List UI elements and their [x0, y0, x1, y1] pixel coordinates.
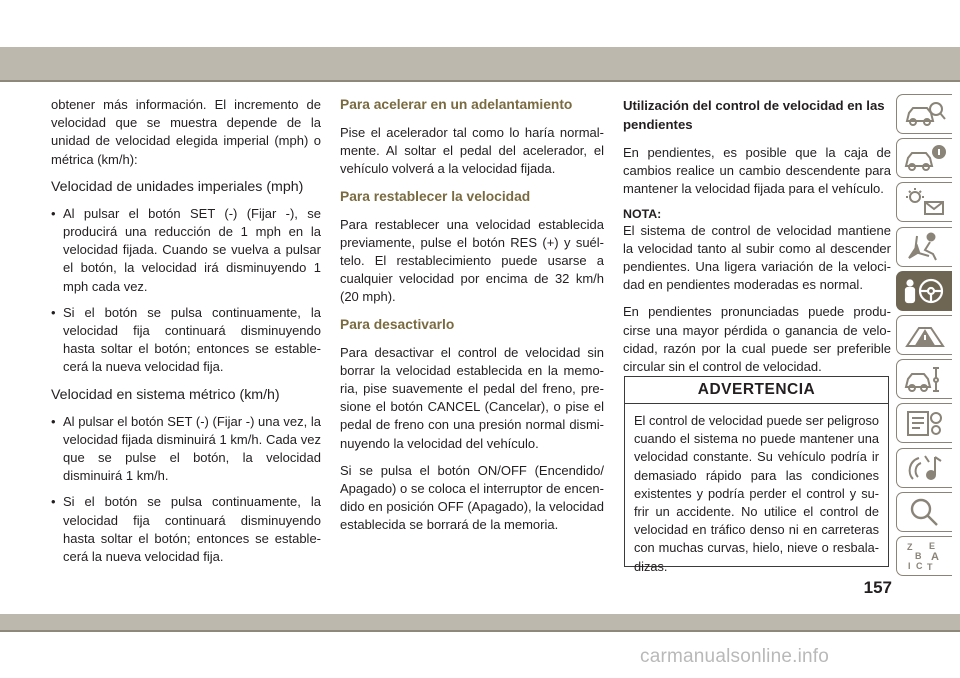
car-info-icon — [903, 143, 947, 173]
index-letter: I — [907, 560, 911, 571]
bottom-band — [0, 614, 960, 630]
resume-paragraph: Para restablecer una velocidad establecida previamente, pulse el botón RES (+) y suél- telo. El restablecimiento puede usarse a cualquier velocidad por encima de 32 km/h (20 mph). — [340, 216, 604, 305]
tab-warning-lights[interactable] — [896, 182, 952, 222]
index-letter: B — [914, 550, 921, 561]
index-letter: C — [915, 560, 922, 571]
index-letter: T — [926, 561, 932, 571]
list-item: • Al pulsar el botón SET (-) (Fijar -), se producirá una reducción de 1 mph en la velocidad fijada. Cuando se vuelva a pulsar el botón, la velocidad irá disminuyendo 1 mph cada vez. — [51, 205, 321, 296]
alphabet-index-icon — [903, 541, 947, 571]
deactivate-paragraph-2: Si se pulsa el botón ON/OFF (Encendido/ Apagado) o se coloca el interruptor de encen- dido en posición OFF (Apagado), la velocidad establecida se borrará de la memoria. — [340, 462, 604, 533]
multimedia-icon — [903, 453, 947, 483]
tab-car-search[interactable] — [896, 94, 952, 134]
imperial-list — [51, 205, 321, 377]
heading-imperial: Velocidad de unidades imperiales (mph) — [51, 178, 304, 195]
metric-list — [51, 413, 321, 567]
road-warning-icon — [903, 320, 947, 350]
tab-search[interactable] — [896, 492, 952, 532]
tab-car-info[interactable] — [896, 138, 952, 178]
bottom-band-rule — [0, 630, 960, 632]
page-number: 157 — [863, 578, 892, 597]
tab-multimedia[interactable] — [896, 448, 952, 488]
search-icon — [903, 497, 947, 527]
tab-specifications[interactable] — [896, 403, 952, 443]
column-left — [51, 96, 321, 574]
accelerate-paragraph: Pise el acelerador tal como lo haría normal- mente. Al soltar el pedal del acelerador, el vehículo volverá a la velocidad fijada. — [340, 125, 604, 177]
heading-slopes: Utilización del control de velocidad en las pendientes — [623, 98, 885, 132]
warning-text: El control de velocidad puede ser peligroso cuando el sistema no puede mantener una velocidad constante. Su vehículo podría ir demasiado rápido para las condiciones existentes y podría perder el control y su- frir un accidente. No utilice el control de velocidad en tráfico denso ni en carreteras con muchas curvas, hielo, nieve o resbala- dizas. — [634, 413, 879, 574]
steep-slopes-paragraph: En pendientes pronunciadas puede produ- cirse una mayor pérdida o ganancia de velo- cidad, razón por la cual puede ser preferible circular sin el control de velocidad. — [623, 304, 891, 375]
watermark: carmanualsonline.info — [640, 646, 830, 667]
column-right — [623, 96, 891, 385]
chapter-tabs — [896, 94, 952, 580]
heading-accelerate: Para acelerar en un adelantamiento — [340, 97, 573, 112]
tab-car-maintenance[interactable] — [896, 359, 952, 399]
top-band — [0, 47, 960, 80]
car-search-icon — [903, 99, 947, 129]
column-middle — [340, 96, 604, 544]
tab-seat-occupant[interactable] — [896, 227, 952, 267]
top-band-rule — [0, 80, 960, 82]
note-paragraph: El sistema de control de velocidad mantiene la velocidad tanto al subir como al descender pendientes. Una ligera variación de la veloci- dad en pendientes moderadas es normal. — [623, 222, 891, 293]
list-item: • Si el botón se pulsa continuamente, la velocidad fija continuará disminuyendo hasta soltar el botón; entonces se estable- cerá la nueva velocidad fija. — [51, 493, 321, 566]
warning-box — [624, 376, 889, 574]
tab-alphabet-index[interactable] — [896, 536, 952, 576]
warning-title: ADVERTENCIA — [625, 377, 888, 404]
index-letter: E — [928, 540, 935, 551]
intro-paragraph: obtener más información. El incremento de velocidad que se muestra depende de la unidad de velocidad elegida imperial (mph) o métrica (km/h): — [51, 97, 321, 167]
car-maintenance-icon — [903, 364, 947, 394]
heading-deactivate: Para desactivarlo — [340, 316, 455, 332]
specifications-icon — [903, 408, 947, 438]
index-letter: A — [930, 550, 939, 563]
list-item: • Si el botón se pulsa continuamente, la velocidad fija continuará disminuyendo hasta soltar el botón; entonces se estable- cerá la nueva velocidad fija. — [51, 304, 321, 377]
tab-road-warning[interactable] — [896, 315, 952, 355]
seat-occupant-icon — [903, 232, 947, 262]
note-label: NOTA: — [623, 206, 662, 221]
tab-starting-operating[interactable] — [896, 271, 952, 311]
list-item: • Al pulsar el botón SET (-) (Fijar -) una vez, la velocidad fijada disminuirá 1 km/h. Cada vez que se pulse el botón, la velocidad disminuirá 1 km/h. — [51, 413, 321, 486]
warning-lights-icon — [903, 187, 947, 217]
heading-resume: Para restablecer la velocidad — [340, 188, 531, 204]
slopes-paragraph: En pendientes, es posible que la caja de cambios realice un cambio descendente para mantener la velocidad fijada para el vehículo. — [623, 145, 891, 197]
heading-metric: Velocidad en sistema métrico (km/h) — [51, 386, 280, 403]
deactivate-paragraph: Para desactivar el control de velocidad sin borrar la velocidad establecida en la memo- ria, pise suavemente el pedal del freno, pre- sione el botón CANCEL (Cancelar), o pise el pedal de freno con una presión normal dismi- nuyendo la velocidad del vehículo. — [340, 344, 604, 451]
index-letter: Z — [906, 541, 912, 552]
steering-wheel-icon — [903, 276, 947, 306]
